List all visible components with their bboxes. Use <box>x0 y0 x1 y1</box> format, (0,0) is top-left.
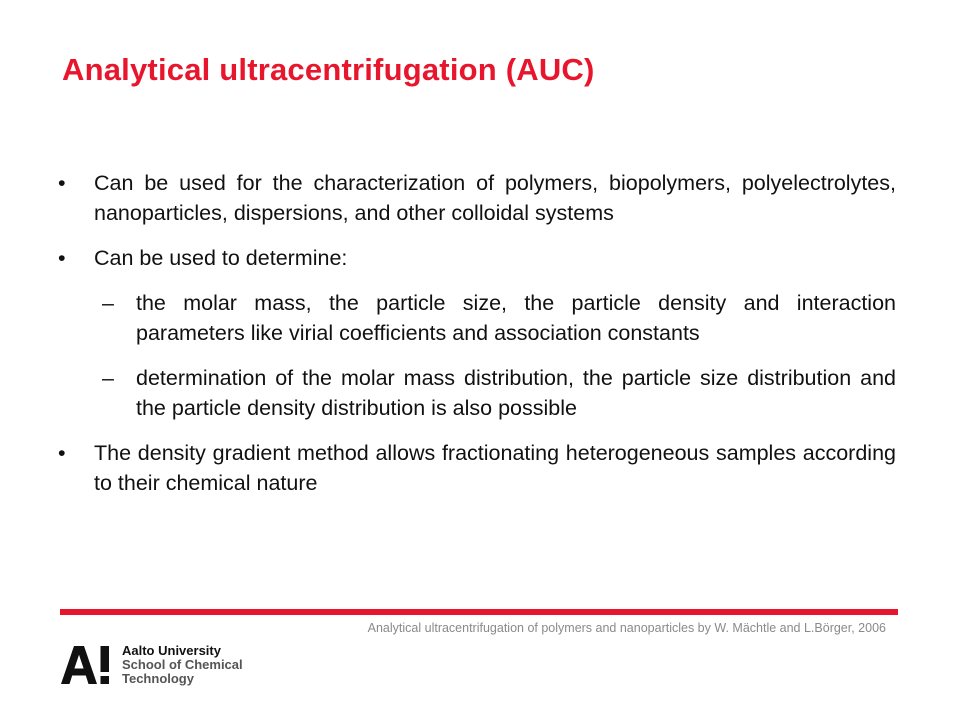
citation-text: Analytical ultracentrifugation of polymers and nanoparticles by W. Mächtle and L.Börger, 2006 <box>367 621 886 635</box>
bullet-text: The density gradient method allows fractionating heterogeneous samples according to their chemical nature <box>94 441 896 495</box>
bullet-marker: • <box>58 441 66 465</box>
bullet-item <box>58 438 896 498</box>
sub-bullet-text: determination of the molar mass distribution, the particle size distribution and the particle density distribution is also possible <box>136 366 896 420</box>
aalto-logo-icon <box>60 645 114 685</box>
bullet-item <box>58 168 896 228</box>
footer-divider <box>60 609 898 615</box>
sub-bullet-marker: – <box>102 291 114 315</box>
sub-bullet-marker: – <box>102 366 114 390</box>
sub-bullet-item <box>58 288 896 348</box>
bullet-item <box>58 243 896 273</box>
sub-bullet-item <box>58 363 896 423</box>
bullet-list <box>58 168 896 513</box>
logo-line-technology: Technology <box>122 671 194 686</box>
logo-text <box>122 644 243 686</box>
logo-line-school: School of Chemical <box>122 657 243 672</box>
logo-line-university: Aalto University <box>122 643 221 658</box>
bullet-marker: • <box>58 171 66 195</box>
bullet-text: Can be used to determine: <box>94 246 348 270</box>
sub-bullet-text: the molar mass, the particle size, the particle density and interaction parameters like virial coefficients and association constants <box>136 291 896 345</box>
bullet-text: Can be used for the characterization of polymers, biopolymers, polyelectrolytes, nanoparticles, dispersions, and other colloidal systems <box>94 171 896 225</box>
bullet-marker: • <box>58 246 66 270</box>
university-logo <box>60 645 243 685</box>
slide-title: Analytical ultracentrifugation (AUC) <box>62 52 595 87</box>
